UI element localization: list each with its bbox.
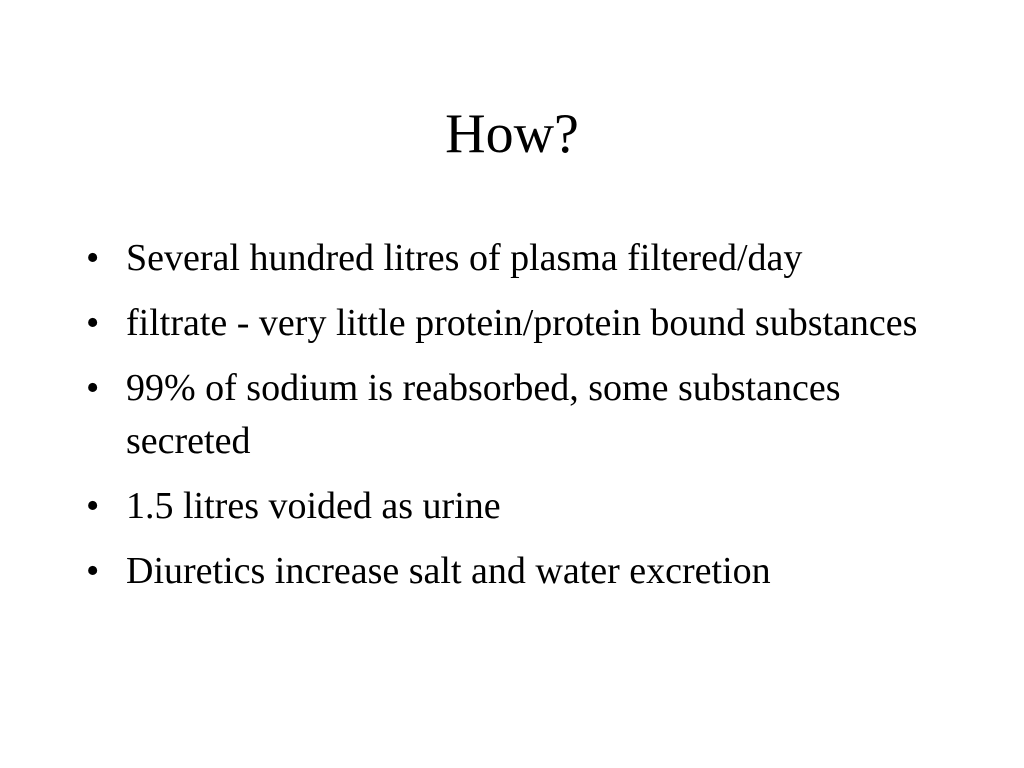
bullet-icon: • xyxy=(86,485,100,527)
bullet-icon: • xyxy=(86,237,100,279)
bullet-item xyxy=(86,362,966,468)
slide-title: How? xyxy=(445,103,579,165)
bullet-item xyxy=(86,480,966,533)
bullet-item xyxy=(86,232,966,285)
bullet-text: 99% of sodium is reabsorbed, some substances secreted xyxy=(126,367,841,462)
bullet-icon: • xyxy=(86,550,100,592)
bullet-text: Several hundred litres of plasma filtered/day xyxy=(126,237,803,279)
bullet-icon: • xyxy=(86,302,100,344)
bullet-item xyxy=(86,545,966,598)
bullet-list xyxy=(86,232,966,610)
bullet-icon: • xyxy=(86,367,100,409)
bullet-text: Diuretics increase salt and water excretion xyxy=(126,550,771,592)
bullet-item xyxy=(86,297,966,350)
bullet-text: 1.5 litres voided as urine xyxy=(126,485,501,527)
bullet-text: filtrate - very little protein/protein bound substances xyxy=(126,302,918,344)
